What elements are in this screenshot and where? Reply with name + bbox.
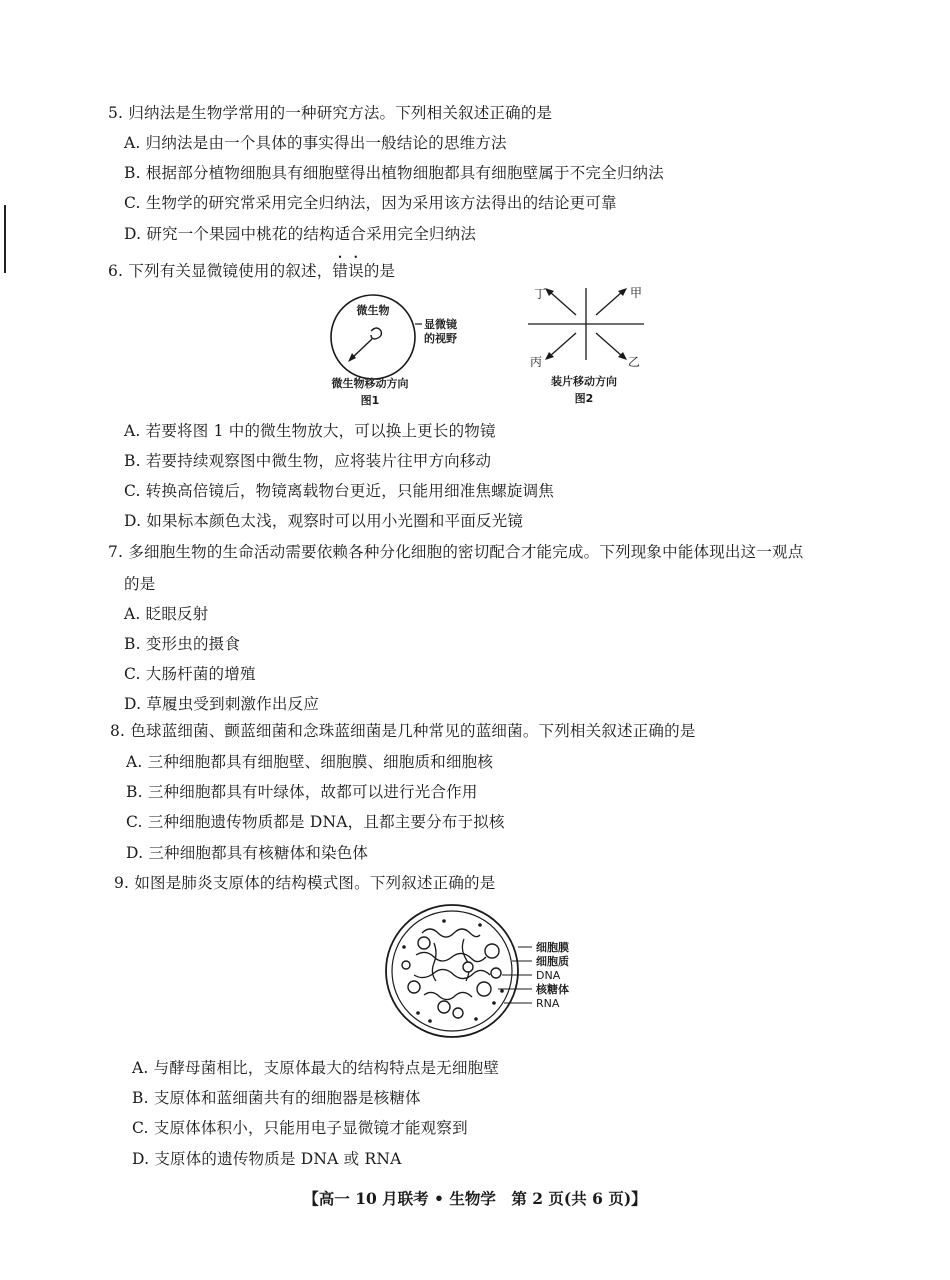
- label-dna: DNA: [536, 969, 561, 982]
- mycoplasma-diagram: [384, 903, 584, 1043]
- microbe-motion-arrow: [352, 339, 372, 358]
- q8-stem: 8. 色球蓝细菌、颤蓝细菌和念珠蓝细菌是几种常见的蓝细菌。下列相关叙述正确的是: [110, 722, 696, 740]
- arrow-bing: [550, 333, 576, 356]
- arrow-yi: [596, 333, 622, 356]
- q6-option-c: C. 转换高倍镜后，物镜离载物台更近，只能用细准焦螺旋调焦: [124, 482, 554, 500]
- q9-option-c: C. 支原体体积小，只能用电子显微镜才能观察到: [132, 1119, 468, 1137]
- q5-option-c: C. 生物学的研究常采用完全归纳法，因为采用该方法得出的结论更可靠: [124, 194, 617, 212]
- q6-option-a: A. 若要将图 1 中的微生物放大，可以换上更长的物镜: [124, 422, 496, 440]
- q8-option-a: A. 三种细胞都具有细胞壁、细胞膜、细胞质和细胞核: [126, 753, 494, 771]
- label-yi: 乙: [628, 355, 641, 369]
- field-label-2: 的视野: [424, 332, 457, 345]
- q9-stem: 9. 如图是肺炎支原体的结构模式图。下列叙述正确的是: [114, 874, 496, 892]
- microbe-motion-arrowhead: [348, 353, 356, 362]
- figure-2-caption: 装片移动方向: [551, 375, 617, 388]
- q5-option-d: D. 研究一个果园中桃花的结构适合采用完全归纳法: [124, 225, 477, 243]
- q5-option-a: A. 归纳法是由一个具体的事实得出一般结论的思维方法: [124, 134, 507, 152]
- label-ribosome: 核糖体: [536, 983, 569, 996]
- label-jia: 甲: [630, 286, 643, 300]
- q7-option-a: A. 眨眼反射: [124, 605, 209, 623]
- figure-1: [318, 288, 478, 410]
- label-rna: RNA: [536, 997, 560, 1010]
- q7-option-b: B. 变形虫的摄食: [124, 635, 241, 653]
- margin-mark: [4, 205, 6, 273]
- microbe-label: 微生物: [356, 304, 390, 317]
- figure-1-name: 图1: [360, 394, 380, 407]
- q6-stem-suffix: 的是: [363, 262, 396, 280]
- arrow-jia: [596, 292, 622, 315]
- q9-option-a: A. 与酵母菌相比，支原体最大的结构特点是无细胞壁: [132, 1059, 500, 1077]
- q7-stem-line-2: 的是: [124, 575, 156, 593]
- microbe-shape: [371, 328, 381, 339]
- label-cytoplasm: 细胞质: [536, 955, 569, 968]
- q6-stem-prefix: 6. 下列有关显微镜使用的叙述，: [108, 262, 333, 280]
- q6-option-d: D. 如果标本颜色太浅，观察时可以用小光圈和平面反光镜: [124, 512, 524, 530]
- q6-stem-emphasis: 错误: [332, 262, 364, 280]
- label-cell-membrane: 细胞膜: [536, 941, 569, 954]
- ribosome-group: [402, 937, 501, 1018]
- q9-option-d: D. 支原体的遗传物质是 DNA 或 RNA: [132, 1150, 402, 1168]
- q7-stem-line-1: 7. 多细胞生物的生命活动需要依赖各种分化细胞的密切配合才能完成。下列现象中能体现出这一观点: [108, 543, 804, 561]
- q7-option-c: C. 大肠杆菌的增殖: [124, 665, 256, 683]
- page-footer: 【高一 10 月联考 • 生物学 第 2 页(共 6 页)】: [303, 1189, 647, 1208]
- label-bing: 丙: [530, 355, 543, 369]
- q5-option-b: B. 根据部分植物细胞具有细胞壁得出植物细胞都具有细胞壁属于不完全归纳法: [124, 164, 664, 182]
- q8-option-b: B. 三种细胞都具有叶绿体，故都可以进行光合作用: [126, 783, 478, 801]
- figure-2-name: 图2: [574, 392, 594, 405]
- arrow-ding: [550, 292, 576, 315]
- figure-2: [520, 280, 660, 410]
- q8-option-d: D. 三种细胞都具有核糖体和染色体: [126, 844, 369, 862]
- field-label-1: 显微镜: [424, 318, 457, 331]
- figure-1-caption: 微生物移动方向: [331, 377, 409, 390]
- q9-option-b: B. 支原体和蓝细菌共有的细胞器是核糖体: [132, 1089, 421, 1107]
- q6-option-b: B. 若要持续观察图中微生物，应将装片往甲方向移动: [124, 452, 492, 470]
- q7-option-d: D. 草履虫受到刺激作出反应: [124, 695, 320, 713]
- q8-option-c: C. 三种细胞遗传物质都是 DNA，且都主要分布于拟核: [126, 813, 505, 831]
- q6-stem: [108, 253, 395, 281]
- label-ding: 丁: [534, 287, 547, 301]
- q5-stem: 5. 归纳法是生物学常用的一种研究方法。下列相关叙述正确的是: [108, 104, 553, 122]
